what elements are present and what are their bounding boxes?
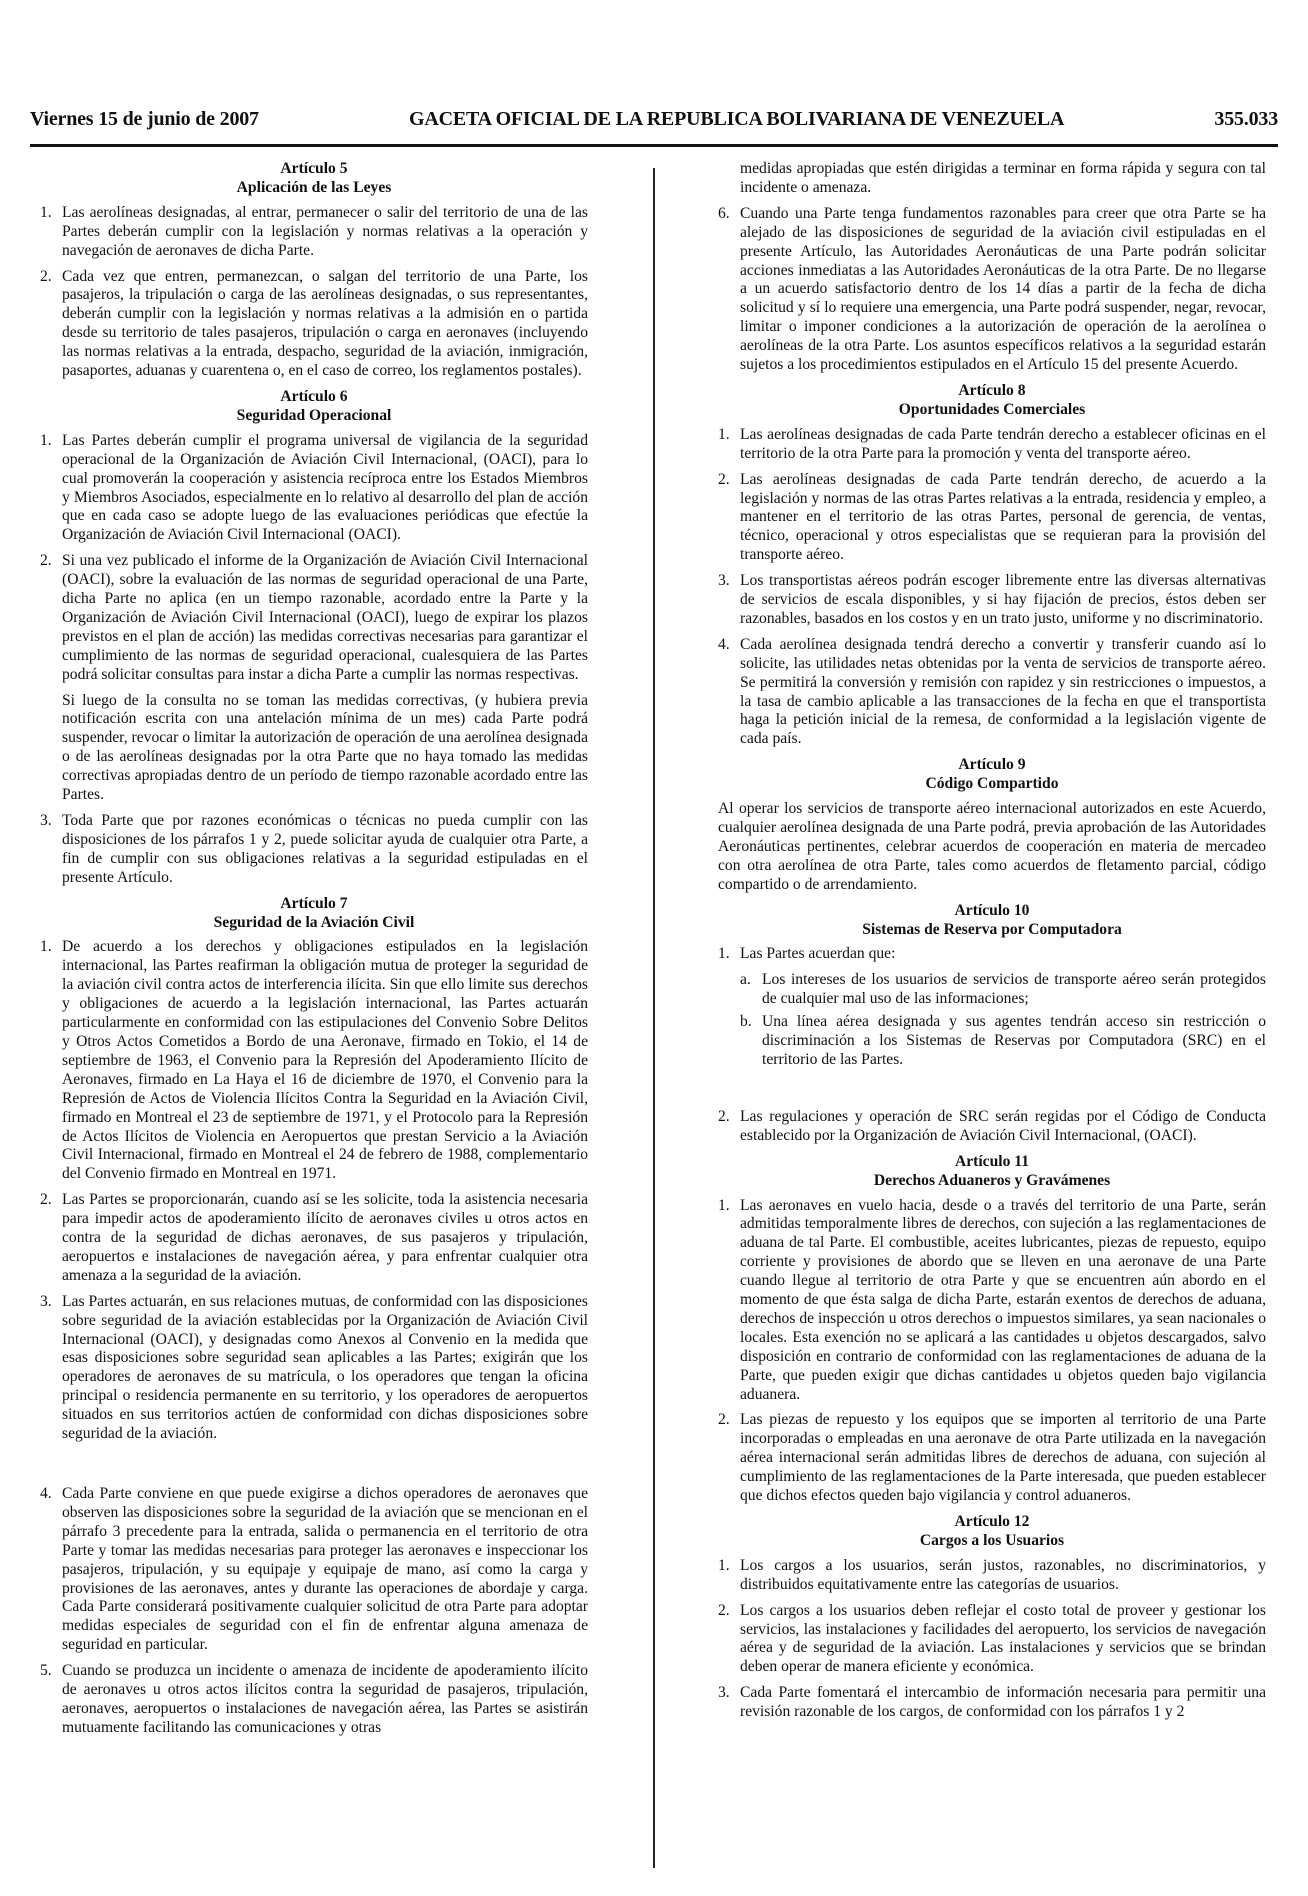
article-9-number: Artículo 9 (958, 756, 1026, 774)
article-7-paragraph-5: 5. Cuando se produzca un incidente o amenaza de incidente de apoderamiento ilícito de aeronaves u otros actos ilícitos contra la seguridad de pasajeros, tripulación, aeronaves, aeropuertos o instalaciones de navegación aérea, las Partes se asistirán mutuamente facilitando las comunicaciones y otras (40, 1662, 588, 1736)
article-7-paragraph-4: 4. Cada Parte conviene en que puede exigirse a dichos operadores de aeronaves que observen las disposiciones sobre la seguridad de la aviación que se mencionan en el párrafo 3 precedente para la entrada, salida o permanencia en el territorio de otra Parte y tomar las medidas necesarias para proteger las aeronaves e inspeccionar los pasajeros, tripulación, y su equipaje y equipaje de mano, así como la carga y provisiones de las aeronaves, antes y durante las operaciones de abordaje y carga. Cada Parte considerará positivamente cualquier solicitud de otra Parte para adoptar medidas especiales de seguridad con el fin de enfrentar alguna amenaza de seguridad en particular. (40, 1485, 588, 1654)
article-11-paragraph-2: 2. Las piezas de repuesto y los equipos que se importen al territorio de una Parte incorporadas o empleadas en una aeronave de otra Parte utilizada en la navegación aérea internacional serán admitidas libres de derechos de aduana, con sujeción al cumplimiento de las reglamentaciones de la Parte interesada, que pueden establecer que dichos efectos queden bajo vigilancia y control aduaneros. (718, 1411, 1266, 1505)
header-rule (30, 144, 1278, 147)
article-12-paragraph-2: 2. Los cargos a los usuarios deben reflejar el costo total de proveer y gestionar los servicios, las instalaciones y facilidades del aeropuerto, los servicios de navegación aérea y de seguridad de la aviación. Las instalaciones y servicios que se brindan deben operar de manera eficiente y económica. (718, 1601, 1266, 1676)
header-page-number: 355.033 (1214, 108, 1278, 130)
article-5-title: Aplicación de las Leyes (236, 178, 392, 196)
article-6-title: Seguridad Operacional (236, 406, 392, 424)
header-date: Viernes 15 de junio de 2007 (30, 108, 259, 130)
article-8-paragraph-1: 1. Las aerolíneas designadas de cada Parte tendrán derecho a establecer oficinas en el territorio de la otra Parte para la promoción y venta del transporte aéreo. (718, 425, 1266, 462)
article-6-paragraph-1: 1. Las Partes deberán cumplir el programa universal de vigilancia de la seguridad operacional de la Organización de Aviación Civil Internacional, (OACI), para lo cual promoverán la cooperación y asistencia recíproca entre los Estados Miembros y Miembros Asociados, especialmente en lo relativo al desarrollo del plan de acción que en cada caso se adopte luego de las evaluaciones periódicas que efectúe la Organización de Aviación Civil Internacional (OACI). (40, 431, 588, 544)
article-5-number: Artículo 5 (280, 160, 348, 177)
article-7-paragraph-3: 3. Las Partes actuarán, en sus relaciones mutuas, de conformidad con las disposiciones sobre seguridad de la aviación establecidas por la Organización de Aviación Civil Internacional (OACI), y designadas como Anexos al Convenio en la medida que esas disposiciones sobre seguridad sean aplicables a las Partes; exigirán que los operadores de aeronaves de su matrícula, o los operadores que tengan la oficina principal o residencia permanente en su territorio, y los operadores de aeropuertos situados en sus territorios actúen de conformidad con dichas disposiciones sobre seguridad de la aviación. (40, 1292, 588, 1443)
article-10-item-a: a. Los intereses de los usuarios de servicios de transporte aéreo serán protegidos de cualquier mal uso de las informaciones; (740, 971, 1266, 1008)
article-8-paragraph-4: 4. Cada aerolínea designada tendrá derecho a convertir y transferir cuando así lo solicite, las utilidades netas obtenidas por la venta de servicios de transporte aéreo. Se permitirá la conversión y remisión con rapidez y sin restricciones o impuestos, a la tasa de cambio aplicable a las transacciones de la fecha en que el transportista haga la petición inicial de la remesa, de conformidad a la legislación vigente de cada país. (718, 635, 1266, 748)
article-7-title: Seguridad de la Aviación Civil (213, 913, 415, 931)
article-7-paragraph-5-continued: medidas apropiadas que estén dirigidas a terminar en forma rápida y segura con tal incidente o amenaza. (740, 160, 1266, 196)
article-12-title: Cargos a los Usuarios (919, 1531, 1065, 1549)
article-9-title: Código Compartido (925, 775, 1059, 793)
article-6-paragraph-3: 3. Toda Parte que por razones económicas o técnicas no pueda cumplir con las disposiciones de los párrafos 1 y 2, puede solicitar ayuda de cualquier otra Parte, a fin de cumplir con sus obligaciones relativas a la seguridad estipuladas en el presente Artículo. (40, 812, 588, 886)
article-6-paragraph-2: 2. Si una vez publicado el informe de la Organización de Aviación Civil Internacional (OACI), sobre la evaluación de las normas de seguridad operacional de una Parte, dicha Parte no aplica (en un tiempo razonable, acordado entre la Parte y la Organización de Aviación Civil Internacional (OACI), luego de expirar los plazos previstos en el plan de acción) las medidas correctivas necesarias para garantizar el cumplimiento de las normas de seguridad operacional, cualesquiera de las Partes podrá solicitar consultas para instar a dicha Parte a cumplir las normas respectivas. (40, 552, 588, 683)
article-9-paragraph: Al operar los servicios de transporte aéreo internacional autorizados en este Acuerdo, cualquier aerolínea designada de una Parte podrá, previa aprobación de las Autoridades Aeronáuticas pertinentes, celebrar acuerdos de cooperación en materia de mercadeo con otra aerolínea de otra Parte, tales como acuerdos de fletamento parcial, código compartido o de arrendamiento. (718, 800, 1266, 893)
article-5-paragraph-1: 1. Las aerolíneas designadas, al entrar, permanecer o salir del territorio de una de las Partes deberán cumplir con la legislación y normas relativas a la operación y navegación de aeronaves de dicha Parte. (40, 203, 588, 259)
article-8-title: Oportunidades Comerciales (898, 400, 1086, 418)
article-10-number: Artículo 10 (954, 901, 1030, 919)
spacer (40, 1451, 588, 1485)
article-7-paragraph-2: 2. Las Partes se proporcionarán, cuando así se les solicite, toda la asistencia necesaria para impedir actos de apoderamiento ilícito de aeronaves civiles u otros actos en contra de la seguridad de dichas aeronaves, de sus pasajeros y tripulación, aeropuertos e instalaciones de navegación aérea, y para enfrentar cualquier otra amenaza a la seguridad de la aviación. (40, 1191, 588, 1284)
article-12-paragraph-3: 3. Cada Parte fomentará el intercambio de información necesaria para permitir una revisión razonable de los cargos, de conformidad con los párrafos 1 y 2 (718, 1684, 1266, 1721)
article-8-paragraph-3: 3. Los transportistas aéreos podrán escoger libremente entre las diversas alternativas de servicios de escala disponibles, y si hay fijación de precios, éstos deben ser razonables, basados en los costos y en un trato justo, uniforme y no discriminatorio. (718, 572, 1266, 627)
article-10-paragraph-2: 2. Las regulaciones y operación de SRC serán regidas por el Código de Conducta establecido por la Organización de Aviación Civil Internacional, (OACI). (718, 1107, 1266, 1144)
column-divider (653, 168, 655, 1868)
article-6-paragraph-2-continued: Si luego de la consulta no se toman las medidas correctivas, (y hubiera previa notificación escrita con una antelación mínima de un mes) cada Parte podrá suspender, revocar o limitar la autorización de operación de una aerolínea designada o de las aerolíneas designadas por la otra Parte que no haya tomado las medidas correctivas apropiadas dentro de un período de tiempo razonable acordado entre las Partes. (62, 691, 588, 804)
article-5-paragraph-2: 2. Cada vez que entren, permanezcan, o salgan del territorio de una Parte, los pasajeros, la tripulación o carga de las aerolíneas designadas, o sus representantes, deberán cumplir con la legislación y normas relativas a la admisión en o partida desde su territorio de tales pasajeros, tripulación o carga en aeronaves (incluyendo las normas relativas a la entrada, despacho, seguridad de la aviación, inmigración, pasaportes, aduanas y cuarentena o, en el caso de correo, los reglamentos postales). (40, 267, 588, 380)
article-6-number: Artículo 6 (280, 387, 348, 405)
header-title: GACETA OFICIAL DE LA REPUBLICA BOLIVARIANA DE VENEZUELA (408, 108, 1065, 130)
article-11-title: Derechos Aduaneros y Gravámenes (873, 1171, 1111, 1189)
article-12-paragraph-1: 1. Los cargos a los usuarios, serán justos, razonables, no discriminatorios, y distribuidos equitativamente entre las categorías de usuarios. (718, 1556, 1266, 1593)
article-7-number: Artículo 7 (280, 894, 348, 912)
article-7-paragraph-6: 6. Cuando una Parte tenga fundamentos razonables para creer que otra Parte se ha alejado de las disposiciones de seguridad de la aviación civil estipuladas en el presente Artículo, las Autoridades Aeronáuticas de una Parte podrán solicitar acciones inmediatas a las Autoridades Aeronáuticas de la otra Parte. De no llegarse a un acuerdo satisfactorio dentro de los 14 días a partir de la fecha de dicha solicitud y sí lo requiere una emergencia, una Parte podrá suspender, negar, revocar, limitar o imponer condiciones a la autorización de operación de la aerolínea o aerolíneas de la otra Parte. Los asuntos específicos relativos a la seguridad estarán sujetos a los procedimientos estipulados en el Artículo 15 del presente Acuerdo. (718, 204, 1266, 374)
article-10-title: Sistemas de Reserva por Computadora (862, 920, 1122, 938)
article-8-number: Artículo 8 (958, 381, 1026, 399)
right-column (718, 160, 1266, 1729)
article-8-paragraph-2: 2. Las aerolíneas designadas de cada Parte tendrán derecho, de acuerdo a la legislación y normas de las otras Partes relativas a la entrada, residencia y empleo, a mantener en el territorio de las otras Partes, personal de gerencia, de ventas, técnico, operacional y otros especialistas que se requieran para la provisión del transporte aéreo. (718, 470, 1266, 564)
article-11-number: Artículo 11 (954, 1152, 1030, 1170)
article-12-number: Artículo 12 (954, 1513, 1030, 1530)
article-10-item-b: b. Una línea aérea designada y sus agentes tendrán acceso sin restricción o discriminación a los Sistemas de Reservas por Computadora (SRC) en el territorio de las Partes. (740, 1013, 1266, 1068)
spacer (718, 1074, 1266, 1108)
article-7-paragraph-1: 1. De acuerdo a los derechos y obligaciones estipulados en la legislación internacional, las Partes reafirman la obligación mutua de proteger la seguridad de la aviación civil contra actos de interferencia ilícita. Sin que ello limite sus derechos y obligaciones de acuerdo a la legislación internacional, las Partes actuarán particularmente en conformidad con las estipulaciones del Convenio Sobre Delitos y Otros Actos Cometidos a Bordo de una Aeronave, firmado en Tokio, el 14 de septiembre de 1963, el Convenio para la Represión del Apoderamiento Ilícito de Aeronaves, firmado en La Haya el 16 de diciembre de 1970, el Convenio para la Represión de Actos de Violencia Ilícitos Contra la Seguridad en la Aviación Civil, firmado en Montreal el 23 de septiembre de 1971, y el Protocolo para la Represión de Actos Ilícitos de Violencia en Aeropuertos que prestan Servicio a la Aviación Civil Internacional, firmado en Montreal el 24 de febrero de 1988, complementario del Convenio firmado en Montreal en 1971. (40, 938, 588, 1183)
article-10-paragraph-1: 1. Las Partes acuerdan que: (718, 945, 896, 963)
article-11-paragraph-1: 1. Las aeronaves en vuelo hacia, desde o a través del territorio de una Parte, serán admitidas temporalmente libres de derechos, con sujeción a las reglamentaciones de aduana de tal Parte. El combustible, aceites lubricantes, piezas de repuesto, equipo corriente y provisiones de abordo que se lleven en una aeronave de una Parte cuando llegue al territorio de otra Parte y que se encuentren aún abordo en el momento de que ésta salga de dicha Parte, estarán exentos de derechos de aduana, derechos de inspección u otros derechos o impuestos similares, ya sean nacionales o locales. Esta exención no se aplicará a las cantidades u objetos descargados, salvo disposición en contrario de conformidad con las reglamentaciones de aduana de la Parte, que pueden exigir que dichas cantidades u objetos queden bajo vigilancia aduanera. (718, 1196, 1266, 1403)
left-column (40, 160, 588, 1745)
page-header (30, 108, 1278, 138)
